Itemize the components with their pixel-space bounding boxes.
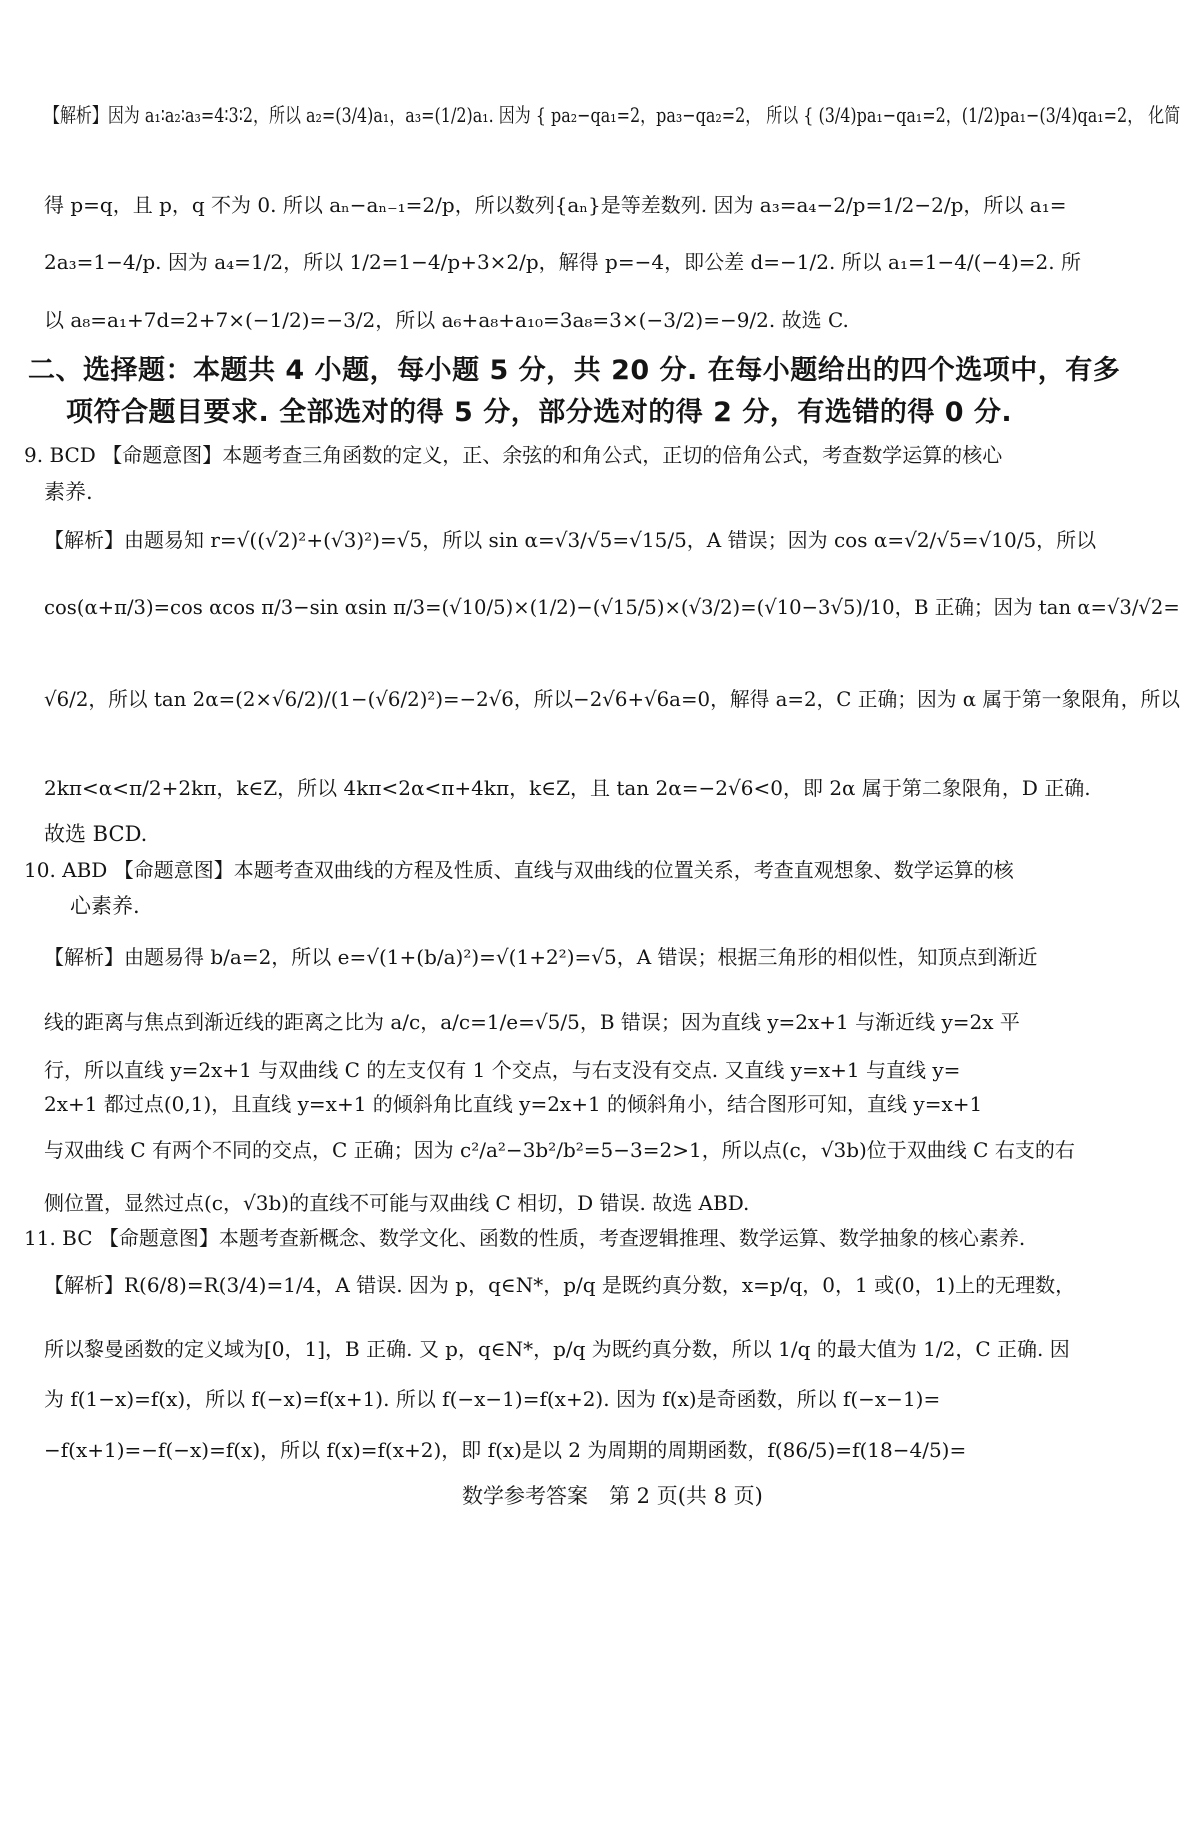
- paragraph-line: 2a₃=1−4/p. 因为 a₄=1/2，所以 1/2=1−4/p+3×2/p，解得 p=−4，即公差 d=−1/2. 所以 a₁=1−4/(−4)=2. 所: [44, 250, 1081, 274]
- paragraph-line: cos(α+π/3)=cos αcos π/3−sin αsin π/3=(√10/5)×(1/2)−(√15/5)×(√3/2)=(√10−3√5)/10，B 正确；因为 tan α=√3/√2=: [44, 595, 1180, 619]
- paragraph-line: 【解析】因为 a₁∶a₂∶a₃=4∶3∶2，所以 a₂=(3/4)a₁，a₃=(1/2)a₁. 因为 { pa₂−qa₁=2，pa₃−qa₂=2， 所以 { (3/4)pa₁−qa₁=2，(1/2)pa₁−(3/4)qa₁=2， 化简: [44, 103, 1181, 127]
- section-heading: 项符合题目要求. 全部选对的得 5 分，部分选对的得 2 分，有选错的得 0 分.: [66, 397, 1013, 428]
- question-header: 10. ABD 【命题意图】本题考查双曲线的方程及性质、直线与双曲线的位置关系，考查直观想象、数学运算的核: [24, 858, 1014, 882]
- paragraph-line: 【解析】由题易知 r=√((√2)²+(√3)²)=√5，所以 sin α=√3/√5=√15/5，A 错误；因为 cos α=√2/√5=√10/5，所以: [44, 528, 1097, 552]
- section-heading: 二、选择题：本题共 4 小题，每小题 5 分，共 20 分. 在每小题给出的四个选项中，有多: [28, 355, 1121, 386]
- paragraph-line: 与双曲线 C 有两个不同的交点，C 正确；因为 c²/a²−3b²/b²=5−3=2>1，所以点(c，√3b)位于双曲线 C 右支的右: [44, 1138, 1075, 1162]
- paragraph-line: −f(x+1)=−f(−x)=f(x)，所以 f(x)=f(x+2)，即 f(x)是以 2 为周期的周期函数，f(86/5)=f(18−4/5)=: [44, 1438, 967, 1462]
- page-footer: 数学参考答案 第 2 页(共 8 页): [462, 1484, 763, 1508]
- paragraph-line: 为 f(1−x)=f(x)，所以 f(−x)=f(x+1). 所以 f(−x−1)=f(x+2). 因为 f(x)是奇函数，所以 f(−x−1)=: [44, 1387, 941, 1411]
- paragraph-line: 2x+1 都过点(0,1)，且直线 y=x+1 的倾斜角比直线 y=2x+1 的倾斜角小，结合图形可知，直线 y=x+1: [44, 1092, 983, 1116]
- paragraph-line: 2kπ<α<π/2+2kπ，k∈Z，所以 4kπ<2α<π+4kπ，k∈Z，且 tan 2α=−2√6<0，即 2α 属于第二象限角，D 正确.: [44, 776, 1091, 800]
- paragraph-line: 行，所以直线 y=2x+1 与双曲线 C 的左支仅有 1 个交点，与右支没有交点. 又直线 y=x+1 与直线 y=: [44, 1058, 961, 1082]
- paragraph-line: 得 p=q，且 p，q 不为 0. 所以 aₙ−aₙ₋₁=2/p，所以数列{aₙ}是等差数列. 因为 a₃=a₄−2/p=1/2−2/p，所以 a₁=: [44, 193, 1067, 217]
- paragraph-line: 故选 BCD.: [44, 822, 148, 846]
- paragraph-line: √6/2，所以 tan 2α=(2×√6/2)/(1−(√6/2)²)=−2√6，所以−2√6+√6a=0，解得 a=2，C 正确；因为 α 属于第一象限角，所以: [44, 687, 1181, 711]
- paragraph-line: 素养.: [44, 480, 93, 504]
- question-header: 9. BCD 【命题意图】本题考查三角函数的定义，正、余弦的和角公式，正切的倍角公式，考查数学运算的核心: [24, 443, 1003, 467]
- paragraph-line: 【解析】R(6/8)=R(3/4)=1/4，A 错误. 因为 p，q∈N*，p/q 是既约真分数，x=p/q，0，1 或(0，1)上的无理数，: [44, 1273, 1076, 1297]
- paragraph-line: 【解析】由题易得 b/a=2，所以 e=√(1+(b/a)²)=√(1+2²)=√5，A 错误；根据三角形的相似性，知顶点到渐近: [44, 945, 1038, 969]
- paragraph-line: 以 a₈=a₁+7d=2+7×(−1/2)=−3/2，所以 a₆+a₈+a₁₀=3a₈=3×(−3/2)=−9/2. 故选 C.: [44, 308, 849, 332]
- paragraph-line: 线的距离与焦点到渐近线的距离之比为 a/c，a/c=1/e=√5/5，B 错误；因为直线 y=2x+1 与渐近线 y=2x 平: [44, 1010, 1020, 1034]
- paragraph-line: 所以黎曼函数的定义域为[0，1]，B 正确. 又 p，q∈N*，p/q 为既约真分数，所以 1/q 的最大值为 1/2，C 正确. 因: [44, 1337, 1070, 1361]
- paragraph-line: 心素养.: [70, 894, 140, 918]
- paragraph-line: 侧位置，显然过点(c，√3b)的直线不可能与双曲线 C 相切，D 错误. 故选 ABD.: [44, 1191, 750, 1215]
- question-header: 11. BC 【命题意图】本题考查新概念、数学文化、函数的性质，考查逻辑推理、数学运算、数学抽象的核心素养.: [24, 1226, 1026, 1250]
